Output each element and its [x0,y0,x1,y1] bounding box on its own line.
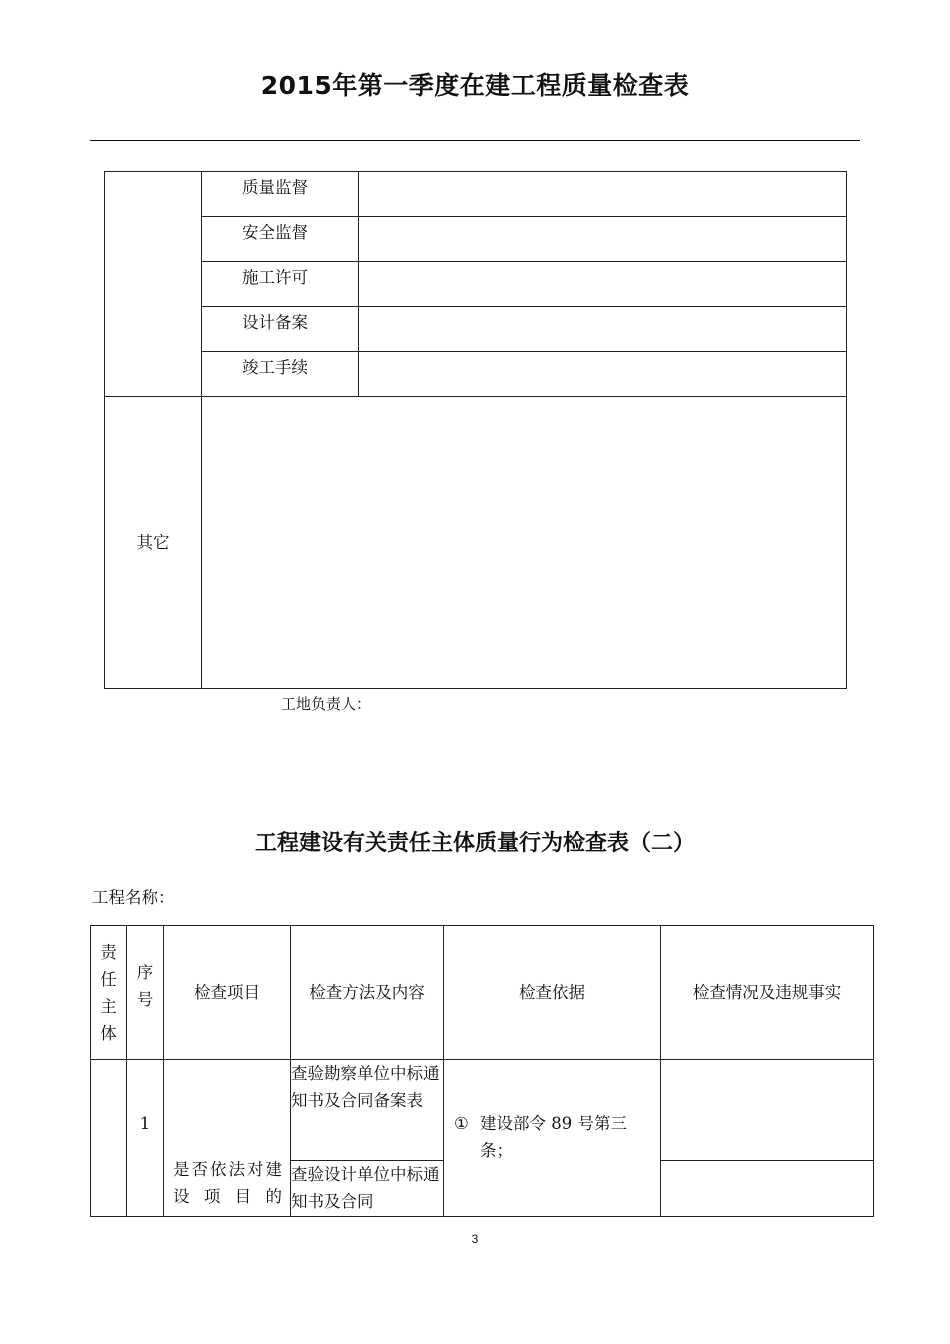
basis-marker: ① [454,1114,469,1133]
basis-text: 建设部令 89 号第三条； [480,1114,627,1160]
table-row [105,217,847,262]
header-seq [127,926,164,1060]
procedure-label: 施工许可 [202,262,359,307]
table-row [105,172,847,217]
result-cell [661,1161,874,1217]
blank-category-cell [105,172,202,397]
procedure-label: 设计备案 [202,307,359,352]
method-text: 查验设计单位中标通知书及合同 [291,1165,440,1211]
basis-line [454,1110,650,1164]
subject-cell [91,1060,127,1217]
page-title: 2015年第一季度在建工程质量检查表 [260,71,690,100]
header-subject [91,926,127,1060]
table-row [105,307,847,352]
header-item: 检查项目 [164,926,291,1060]
table-row [105,397,847,689]
item-cell [164,1060,291,1217]
header-subject-char: 主 [100,996,117,1016]
procedure-value-cell [359,262,847,307]
section-title: 工程建设有关责任主体质量行为检查表（二） [254,831,695,856]
result-cell [661,1060,874,1161]
quality-behavior-table [90,925,874,1217]
method-cell [291,1161,444,1217]
header-subject-char: 责 [100,942,117,962]
procedure-value-cell [359,352,847,397]
header-seq-char: 序 [136,962,154,982]
table-row [105,352,847,397]
header-subject-char: 体 [100,1023,117,1043]
method-cell [291,1060,444,1161]
other-content-cell [202,397,847,689]
header-seq-char: 号 [136,989,154,1009]
project-name-label: 工程名称： [92,888,175,907]
seq-cell: 1 [127,1060,164,1217]
table-row [91,1060,874,1161]
header-subject-char: 任 [100,969,117,989]
procedure-label: 安全监督 [202,217,359,262]
procedure-value-cell [359,217,847,262]
procedure-label: 竣工手续 [202,352,359,397]
method-text: 查验勘察单位中标通知书及合同备案表 [291,1064,440,1110]
procedure-label: 质量监督 [202,172,359,217]
site-owner-label: 工地负责人： [281,695,372,713]
basis-cell [444,1060,661,1217]
other-label: 其它 [105,397,202,689]
page-number: 3 [471,1232,479,1246]
header-result: 检查情况及违规事实 [661,926,874,1060]
procedures-table [104,171,847,689]
header-basis: 检查依据 [444,926,661,1060]
item-text: 是否依法对建设项目的 [173,1160,282,1206]
title-divider [90,140,860,141]
table-row [105,262,847,307]
procedure-value-cell [359,307,847,352]
header-row [91,926,874,1060]
procedure-value-cell [359,172,847,217]
header-method: 检查方法及内容 [291,926,444,1060]
